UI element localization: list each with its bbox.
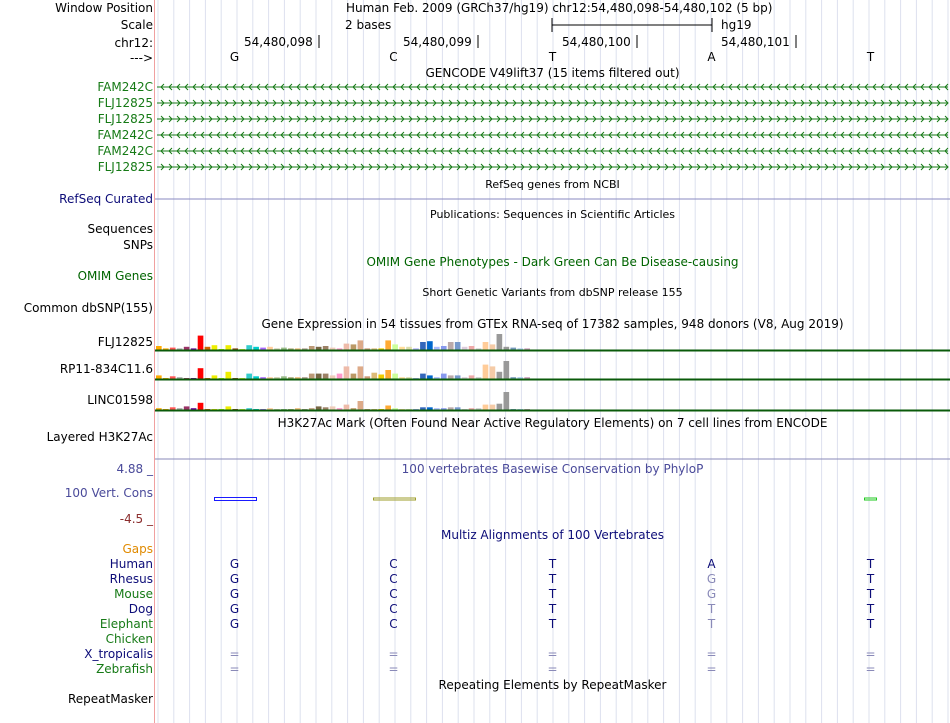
aligned-base: = xyxy=(865,662,876,676)
track-graphics xyxy=(155,0,950,723)
phylop-value-mark xyxy=(215,498,257,501)
scale-text: 2 bases xyxy=(345,18,392,32)
aligned-base: G xyxy=(706,587,717,601)
gtex-tissue-bar xyxy=(316,374,322,379)
chrom-label: chr12: xyxy=(114,36,153,50)
gtex-tissue-bar xyxy=(504,361,510,379)
species-label[interactable]: X_tropicalis xyxy=(84,647,153,661)
gtex-tissue-bar xyxy=(497,334,503,350)
scale-assembly: hg19 xyxy=(721,18,752,32)
species-label[interactable]: Mouse xyxy=(114,587,153,601)
reference-base: A xyxy=(707,50,716,64)
phylop-min-label: -4.5 _ xyxy=(119,512,153,526)
aligned-base: C xyxy=(389,587,398,601)
gencode-gene-label[interactable]: FLJ12825 xyxy=(97,96,153,110)
aligned-base: = xyxy=(706,647,717,661)
gtex-tissue-bar xyxy=(490,344,496,350)
aligned-base: G xyxy=(229,572,240,586)
gtex-gene-label[interactable]: RP11-834C11.6 xyxy=(59,362,153,376)
aligned-base: T xyxy=(866,587,875,601)
aligned-base: G xyxy=(229,587,240,601)
gtex-tissue-bar xyxy=(420,342,426,350)
gtex-gene-label[interactable]: LINC01598 xyxy=(87,393,153,407)
scale-label: Scale xyxy=(120,18,153,32)
gtex-tissue-bar xyxy=(490,405,496,410)
dbsnp-track-title[interactable]: Short Genetic Variants from dbSNP release 155 xyxy=(422,286,683,299)
gtex-tissue-bar xyxy=(441,346,447,350)
aligned-base: T xyxy=(548,587,557,601)
reference-base: G xyxy=(229,50,240,64)
aligned-base: T xyxy=(866,557,875,571)
ruler-position: 54,480,099 xyxy=(403,35,472,49)
refseq-track-title[interactable]: RefSeq genes from NCBI xyxy=(485,178,620,191)
phylop-max-label: 4.88 _ xyxy=(116,462,153,476)
refseq-label[interactable]: RefSeq Curated xyxy=(59,192,153,206)
gencode-gene-label[interactable]: FLJ12825 xyxy=(97,112,153,126)
species-label[interactable]: Dog xyxy=(128,602,153,616)
gtex-tissue-bar xyxy=(198,368,204,379)
gencode-gene-label[interactable]: FAM242C xyxy=(97,80,153,94)
gtex-tissue-bar xyxy=(309,346,315,350)
ruler-position: 54,480,098 xyxy=(244,35,313,49)
ruler-position: 54,480,101 xyxy=(721,35,790,49)
gtex-gene-label[interactable]: FLJ12825 xyxy=(97,335,153,349)
gtex-tissue-bar xyxy=(330,375,336,379)
aligned-base: = xyxy=(388,662,399,676)
species-label[interactable]: Human xyxy=(109,557,153,571)
species-label[interactable]: Zebrafish xyxy=(96,662,153,676)
gtex-tissue-bar xyxy=(358,340,364,350)
aligned-base: G xyxy=(229,557,240,571)
aligned-base: T xyxy=(866,572,875,586)
gtex-tissue-bar xyxy=(483,365,489,379)
aligned-base: T xyxy=(548,602,557,616)
gtex-tissue-bar xyxy=(323,346,329,350)
gtex-tissue-bar xyxy=(316,406,322,410)
phylop-track-title[interactable]: 100 vertebrates Basewise Conservation by PhyloP xyxy=(401,462,704,476)
reference-base: T xyxy=(866,50,875,64)
gtex-tissue-bar xyxy=(226,345,232,350)
species-label[interactable]: Elephant xyxy=(99,617,153,631)
gtex-tissue-bar xyxy=(385,406,391,411)
aligned-base: = xyxy=(547,647,558,661)
window-position-text[interactable]: Human Feb. 2009 (GRCh37/hg19) chr12:54,480,098-54,480,102 (5 bp) xyxy=(346,1,773,15)
gtex-tissue-bar xyxy=(226,372,232,379)
publications-label-sequences[interactable]: Sequences xyxy=(87,222,153,236)
aligned-base: T xyxy=(866,602,875,616)
phylop-label[interactable]: 100 Vert. Cons xyxy=(64,486,153,500)
gtex-tissue-bar xyxy=(184,406,190,410)
gtex-tissue-bar xyxy=(156,346,162,350)
h3k27ac-track-title[interactable]: H3K27Ac Mark (Often Found Near Active Regulatory Elements) on 7 cell lines from ENCODE xyxy=(277,416,828,430)
gtex-tissue-bar xyxy=(469,375,475,379)
window-position-label: Window Position xyxy=(55,1,153,15)
aligned-base: T xyxy=(707,602,716,616)
gtex-tissue-bar xyxy=(497,372,503,379)
dbsnp-label[interactable]: Common dbSNP(155) xyxy=(23,301,153,315)
omim-track-title[interactable]: OMIM Gene Phenotypes - Dark Green Can Be Disease-causing xyxy=(366,255,739,269)
gtex-tissue-bar xyxy=(455,375,461,379)
gtex-tissue-bar xyxy=(490,366,496,379)
ruler-position: 54,480,100 xyxy=(562,35,631,49)
aligned-base: = xyxy=(229,662,240,676)
aligned-base: G xyxy=(229,602,240,616)
gtex-tissue-bar xyxy=(448,375,454,379)
gtex-tissue-bar xyxy=(385,370,391,379)
gencode-gene-label[interactable]: FAM242C xyxy=(97,144,153,158)
gtex-tissue-bar xyxy=(212,375,218,379)
gtex-tissue-bar xyxy=(483,342,489,350)
gtex-tissue-bar xyxy=(441,374,447,379)
gtex-tissue-bar xyxy=(246,374,252,379)
gtex-tissue-bar xyxy=(385,340,391,350)
gtex-tissue-bar xyxy=(351,344,357,350)
gtex-tissue-bar xyxy=(212,345,218,350)
aligned-base: T xyxy=(548,572,557,586)
aligned-base: T xyxy=(548,617,557,631)
gencode-gene-label[interactable]: FLJ12825 xyxy=(97,160,153,174)
gtex-tissue-bar xyxy=(371,373,377,379)
gencode-gene-label[interactable]: FAM242C xyxy=(97,128,153,142)
gtex-tissue-bar xyxy=(420,374,426,379)
h3k27ac-label[interactable]: Layered H3K27Ac xyxy=(46,430,153,444)
gtex-tissue-bar xyxy=(427,375,433,379)
gtex-tissue-bar xyxy=(344,405,350,410)
aligned-base: T xyxy=(866,617,875,631)
gtex-tissue-bar xyxy=(358,366,364,379)
gtex-tissue-bar xyxy=(392,344,398,350)
multiz-track-title[interactable]: Multiz Alignments of 100 Vertebrates xyxy=(440,528,665,542)
gtex-tissue-bar xyxy=(156,375,162,379)
gtex-tissue-bar xyxy=(309,374,315,379)
aligned-base: = xyxy=(547,662,558,676)
phylop-value-mark xyxy=(865,498,877,500)
gtex-tissue-bar xyxy=(427,341,433,350)
aligned-base: = xyxy=(229,647,240,661)
gtex-tissue-bar xyxy=(323,374,329,379)
aligned-base: C xyxy=(389,617,398,631)
repeatmasker-track-title[interactable]: Repeating Elements by RepeatMasker xyxy=(438,678,667,692)
gtex-tissue-bar xyxy=(351,374,357,379)
gtex-track-title[interactable]: Gene Expression in 54 tissues from GTEx RNA-seq of 17382 samples, 948 donors (V8, Aug 2019) xyxy=(261,317,844,331)
phylop-value-mark xyxy=(374,498,416,500)
gtex-tissue-bar xyxy=(392,374,398,379)
aligned-base: T xyxy=(548,557,557,571)
aligned-base: G xyxy=(706,572,717,586)
aligned-base: = xyxy=(388,647,399,661)
omim-label[interactable]: OMIM Genes xyxy=(77,269,153,283)
aligned-base: = xyxy=(706,662,717,676)
aligned-base: C xyxy=(389,572,398,586)
publications-label-snps[interactable]: SNPs xyxy=(123,238,153,252)
gtex-tissue-bar xyxy=(358,401,364,410)
species-label[interactable]: Chicken xyxy=(105,632,153,646)
gtex-tissue-bar xyxy=(455,342,461,350)
aligned-base: = xyxy=(865,647,876,661)
gtex-tissue-bar xyxy=(469,346,475,350)
gtex-tissue-bar xyxy=(448,342,454,350)
aligned-base: C xyxy=(389,602,398,616)
gtex-tissue-bar xyxy=(483,405,489,410)
gtex-tissue-bar xyxy=(344,344,350,350)
gencode-track-title[interactable]: GENCODE V49lift37 (15 items filtered out) xyxy=(425,66,680,80)
aligned-base: C xyxy=(389,557,398,571)
gtex-tissue-bar xyxy=(246,345,252,350)
gtex-tissue-bar xyxy=(226,406,232,410)
gtex-tissue-bar xyxy=(337,374,343,379)
reference-base: T xyxy=(548,50,557,64)
aligned-base: A xyxy=(707,557,716,571)
aligned-base: G xyxy=(229,617,240,631)
gtex-tissue-bar xyxy=(344,366,350,379)
gtex-tissue-bar xyxy=(330,406,336,410)
repeatmasker-label[interactable]: RepeatMasker xyxy=(67,692,153,706)
publications-track-title[interactable]: Publications: Sequences in Scientific Articles xyxy=(430,208,675,221)
gtex-tissue-bar xyxy=(378,375,384,380)
gtex-tissue-bar xyxy=(504,392,510,410)
species-label[interactable]: Rhesus xyxy=(109,572,153,586)
strand-label: ---> xyxy=(129,51,153,65)
gaps-label[interactable]: Gaps xyxy=(122,542,153,556)
gtex-tissue-bar xyxy=(497,404,503,410)
gtex-tissue-bar xyxy=(198,403,204,410)
reference-base: C xyxy=(389,50,398,64)
aligned-base: T xyxy=(707,617,716,631)
gtex-tissue-bar xyxy=(198,336,204,350)
